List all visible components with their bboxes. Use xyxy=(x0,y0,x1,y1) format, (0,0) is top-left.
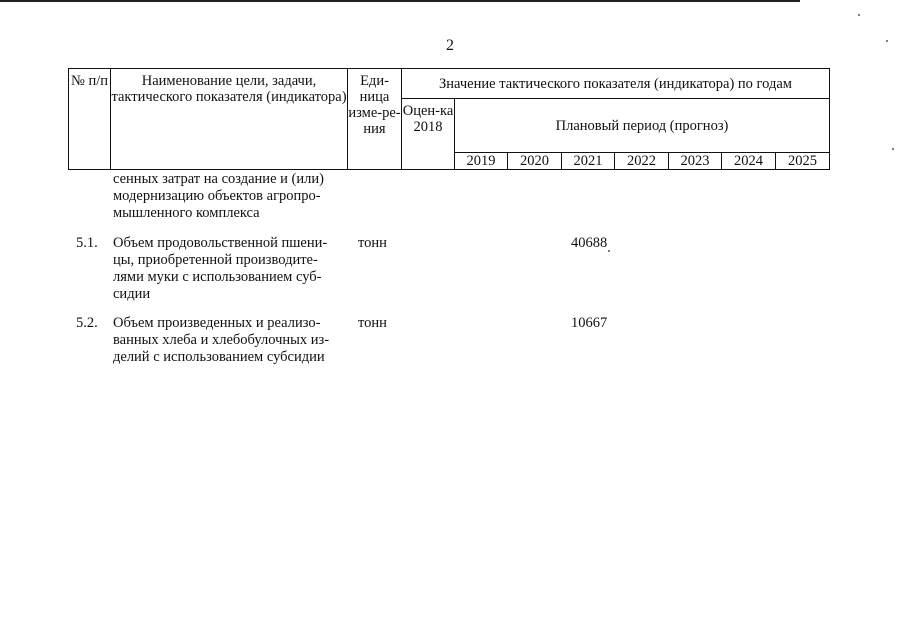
row-name: Объем произведенных и реализо- ванных хлеба и хлебобулочных из- делий с использованием субсидии xyxy=(113,315,330,365)
row-value-2021: 40688 xyxy=(571,235,608,251)
header-plan-period: Плановый период (прогноз) xyxy=(455,99,830,153)
row-value-2021: 10667 xyxy=(571,315,608,331)
row-name: Объем продовольственной пшени- цы, приобретенной производите- лями муки с использованием суб- сидии xyxy=(113,235,328,302)
header-year: 2022 xyxy=(615,153,669,170)
header-year: 2023 xyxy=(669,153,722,170)
scan-speck xyxy=(892,148,894,150)
row-name: сенных затрат на создание и (или) модернизацию объектов агропро- мышленного комплекса xyxy=(113,171,324,221)
header-unit: Еди-ница изме-ре-ния xyxy=(348,69,402,170)
row-unit: тонн xyxy=(358,235,387,251)
header-estimate-2018: Оцен-ка 2018 xyxy=(402,99,455,170)
header-year: 2021 xyxy=(562,153,615,170)
header-number: № п/п xyxy=(69,69,111,170)
row-number: 5.2. xyxy=(76,315,98,331)
page-top-rule xyxy=(0,0,800,2)
header-year: 2020 xyxy=(508,153,562,170)
header-name: Наименование цели, задачи, тактического показателя (индикатора) xyxy=(111,69,348,170)
indicator-table-header xyxy=(68,68,830,170)
header-year: 2025 xyxy=(776,153,830,170)
row-unit: тонн xyxy=(358,315,387,331)
page-number: 2 xyxy=(446,37,454,54)
header-year: 2024 xyxy=(722,153,776,170)
scan-speck xyxy=(858,14,860,16)
scan-speck xyxy=(886,40,888,42)
header-values-by-year: Значение тактического показателя (индикатора) по годам xyxy=(402,69,830,99)
scan-speck xyxy=(608,250,610,252)
header-year: 2019 xyxy=(455,153,508,170)
row-number: 5.1. xyxy=(76,235,98,251)
